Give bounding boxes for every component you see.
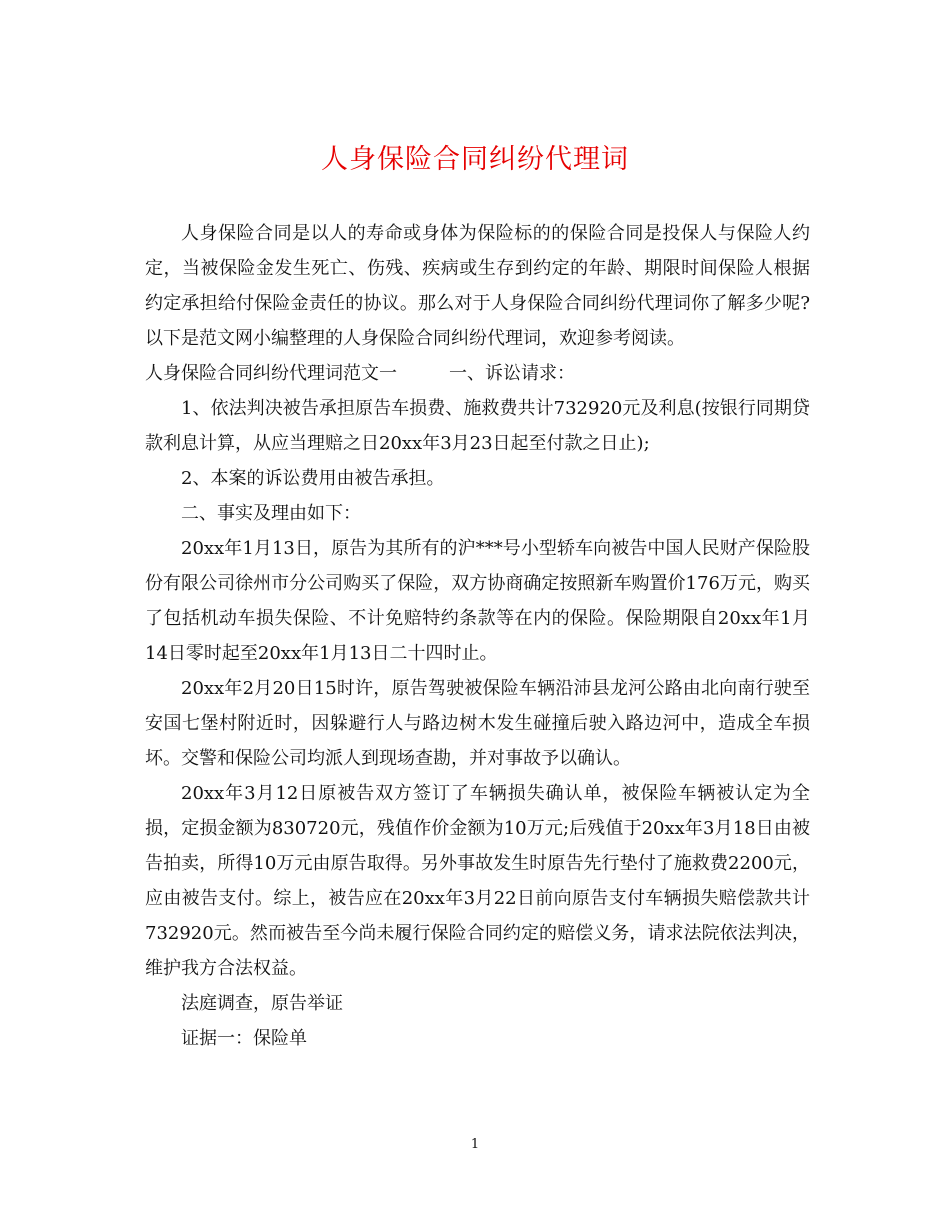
claims-heading: 一、诉讼请求： (449, 363, 575, 384)
page-number: 1 (470, 1137, 480, 1152)
facts-heading: 二、事实及理由如下： (181, 503, 361, 524)
claim-item-1: 1、依法判决被告承担原告车损费、施救费共计732920元及利息(按银行同期贷款利息计算，从应当理赔之日20xx年3月23日起至付款之日止); (145, 398, 810, 454)
claim-item-2: 2、本案的诉讼费用由被告承担。 (181, 468, 445, 489)
fact-paragraph-2: 20xx年2月20日15时许，原告驾驶被保险车辆沿沛县龙河公路由北向南行驶至安国七堡村附近时，因躲避行人与路边树木发生碰撞后驶入路边河中，造成全车损坏。交警和保险公司均派人到现场查勘，并对事故予以确认。 (145, 678, 810, 769)
evidence-line-1: 证据一：保险单 (181, 1028, 307, 1049)
sample-heading: 人身保险合同纠纷代理词范文一 (145, 363, 397, 384)
document-body (145, 216, 810, 1056)
fact-paragraph-3: 20xx年3月12日原被告双方签订了车辆损失确认单，被保险车辆被认定为全损，定损金额为830720元，残值作价金额为10万元;后残值于20xx年3月18日由被告拍卖，所得10万元由原告取得。另外事故发生时原告先行垫付了施救费2200元，应由被告支付。综上，被告应在20xx年3月22日前向原告支付车辆损失赔偿款共计732920元。然而被告至今尚未履行保险合同约定的赔偿义务，请求法院依法判决，维护我方合法权益。 (145, 783, 810, 979)
fact-paragraph-1: 20xx年1月13日，原告为其所有的沪***号小型轿车向被告中国人民财产保险股份有限公司徐州市分公司购买了保险，双方协商确定按照新车购置价176万元，购买了包括机动车损失保险、不计免赔特约条款等在内的保险。保险期限自20xx年1月14日零时起至20xx年1月13日二十四时止。 (145, 538, 810, 664)
document-title: 人身保险合同纠纷代理词 (321, 144, 629, 175)
court-investigation-line: 法庭调查，原告举证 (181, 993, 343, 1014)
intro-paragraph: 人身保险合同是以人的寿命或身体为保险标的的保险合同是投保人与保险人约定，当被保险金发生死亡、伤残、疾病或生存到约定的年龄、期限时间保险人根据约定承担给付保险金责任的协议。那么对于人身保险合同纠纷代理词你了解多少呢?以下是范文网小编整理的人身保险合同纠纷代理词，欢迎参考阅读。 (145, 223, 810, 349)
sample-heading-line (145, 356, 810, 391)
